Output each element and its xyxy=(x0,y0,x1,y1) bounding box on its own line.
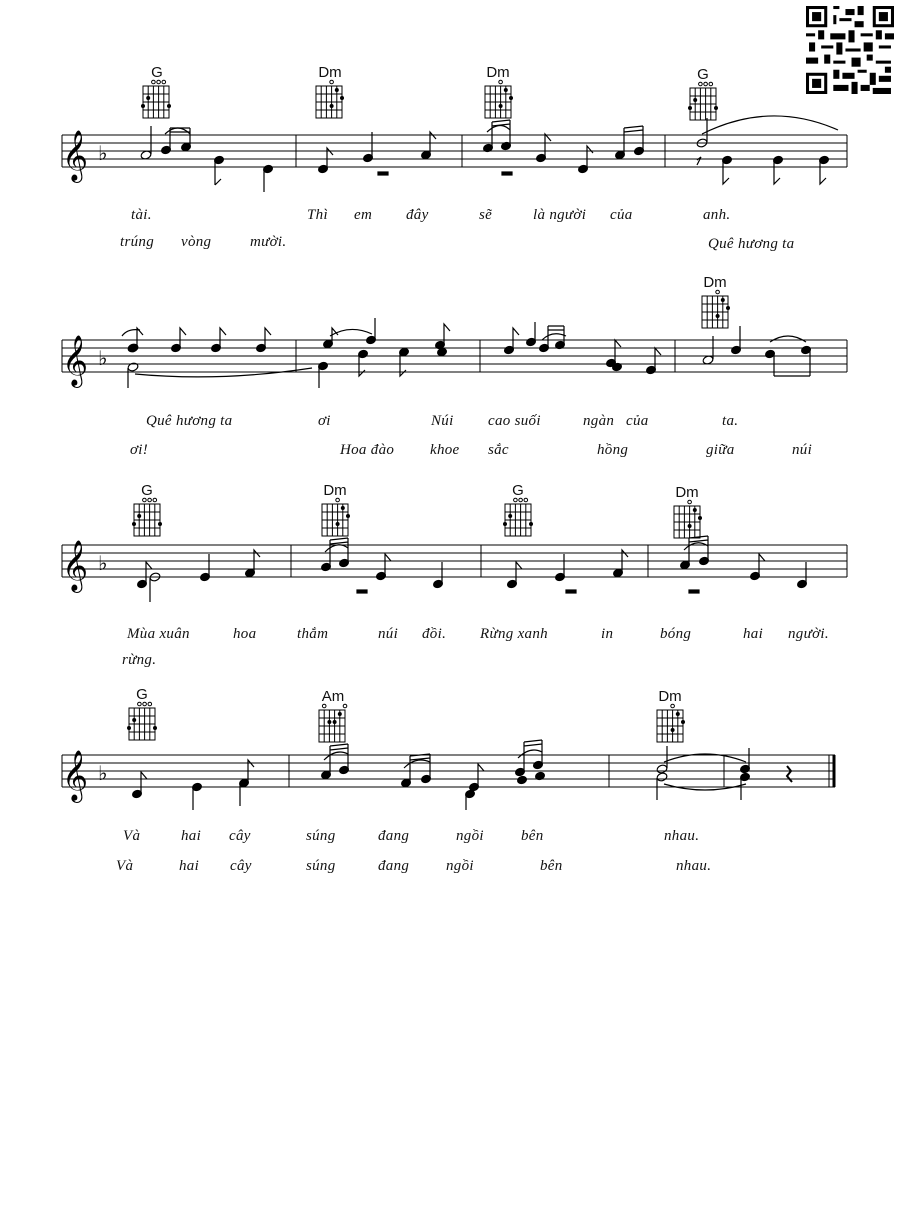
lyric-word: đang xyxy=(378,858,410,874)
lyric-word: Núi xyxy=(431,413,454,429)
lyric-word: in xyxy=(601,626,614,642)
lyric-word: hai xyxy=(181,828,202,844)
chord-label: Am xyxy=(321,688,345,705)
lyric-word: ngàn xyxy=(583,413,615,429)
staff xyxy=(0,0,901,270)
lyric-word: em xyxy=(354,207,373,223)
lyric-word: nhau. xyxy=(676,858,712,874)
lyric-word: hai xyxy=(179,858,200,874)
lyric-word: tài. xyxy=(131,207,152,223)
lyric-word: Và xyxy=(123,828,141,844)
lyric-word: bóng xyxy=(660,626,692,642)
lyric-word: thắm xyxy=(297,626,329,642)
system-3 xyxy=(0,480,901,680)
lyric-word: ơi! xyxy=(130,442,149,458)
chord-diagram xyxy=(316,80,342,118)
lyric-word: đang xyxy=(378,828,410,844)
svg-text:♭: ♭ xyxy=(98,551,108,575)
lyric-word: núi xyxy=(378,626,399,642)
lyric-word: Hoa đào xyxy=(340,442,395,458)
chord-diagram xyxy=(485,80,511,118)
lyric-word: Quê hương ta xyxy=(146,413,233,429)
lyric-word: núi xyxy=(792,442,813,458)
svg-text:𝄞: 𝄞 xyxy=(62,335,89,386)
lyric-word: Quê hương ta xyxy=(708,236,795,252)
lyric-word: mười. xyxy=(250,234,287,250)
lyric-word: của xyxy=(610,207,633,223)
lyric-word: giữa xyxy=(706,442,735,458)
lyric-word: vòng xyxy=(181,234,212,250)
svg-text:♭: ♭ xyxy=(98,346,108,370)
svg-text:𝄞: 𝄞 xyxy=(62,750,89,801)
chord-diagram xyxy=(702,290,728,328)
svg-text:♭: ♭ xyxy=(98,141,108,165)
chord-label: G xyxy=(512,482,524,499)
lyric-word: sắc xyxy=(488,442,509,458)
lyric-word: khoe xyxy=(430,442,460,458)
lyric-word: hoa xyxy=(233,626,257,642)
chord-label: G xyxy=(141,482,153,499)
lyric-word: cây xyxy=(230,858,252,874)
system-4 xyxy=(0,680,901,900)
chord-label: G xyxy=(151,64,163,81)
lyric-word: hai xyxy=(743,626,764,642)
svg-text:♭: ♭ xyxy=(98,761,108,785)
system-1 xyxy=(0,0,901,270)
lyric-word: trúng xyxy=(120,234,155,250)
svg-text:𝄞: 𝄞 xyxy=(62,540,89,591)
chord-label: G xyxy=(697,66,709,83)
chord-label: Dm xyxy=(318,64,342,81)
lyric-word: súng xyxy=(306,858,336,874)
lyric-word: ta. xyxy=(722,413,739,429)
lyric-word: bên xyxy=(521,828,544,844)
lyric-word: nhau. xyxy=(664,828,700,844)
lyric-word: cao suối xyxy=(488,413,541,429)
lyric-word: bên xyxy=(540,858,563,874)
lyric-word: Rừng xanh xyxy=(480,626,548,642)
lyric-word: anh. xyxy=(703,207,731,223)
lyric-word: ngồi xyxy=(456,828,484,844)
lyric-word: người. xyxy=(788,626,829,642)
chord-diagram xyxy=(319,704,347,742)
lyric-word: Và xyxy=(116,858,134,874)
lyric-word: đồi. xyxy=(422,626,447,642)
chord-label: Dm xyxy=(675,484,699,501)
chord-label: Dm xyxy=(658,688,682,705)
chord-diagram xyxy=(674,500,700,538)
chord-diagram xyxy=(322,498,348,536)
chord-label: Dm xyxy=(323,482,347,499)
lyric-word: súng xyxy=(306,828,336,844)
lyric-word: sẽ xyxy=(479,207,493,223)
svg-text:𝄞: 𝄞 xyxy=(62,130,89,181)
lyric-word: rừng. xyxy=(122,652,157,668)
lyric-word: ơi xyxy=(318,413,331,429)
lyric-word: Thì xyxy=(307,207,328,223)
staff xyxy=(0,480,901,680)
lyric-word: đây xyxy=(406,207,429,223)
lyric-word: của xyxy=(626,413,649,429)
lyric-word: ngồi xyxy=(446,858,474,874)
chord-label: G xyxy=(136,686,148,703)
chord-label: Dm xyxy=(703,274,727,291)
lyric-word: Mùa xuân xyxy=(127,626,190,642)
chord-label: Dm xyxy=(486,64,510,81)
lyric-word: cây xyxy=(229,828,251,844)
chord-diagram xyxy=(657,704,683,742)
system-2 xyxy=(0,270,901,480)
lyric-word: là người xyxy=(533,207,587,223)
lyric-word: hồng xyxy=(597,442,629,458)
